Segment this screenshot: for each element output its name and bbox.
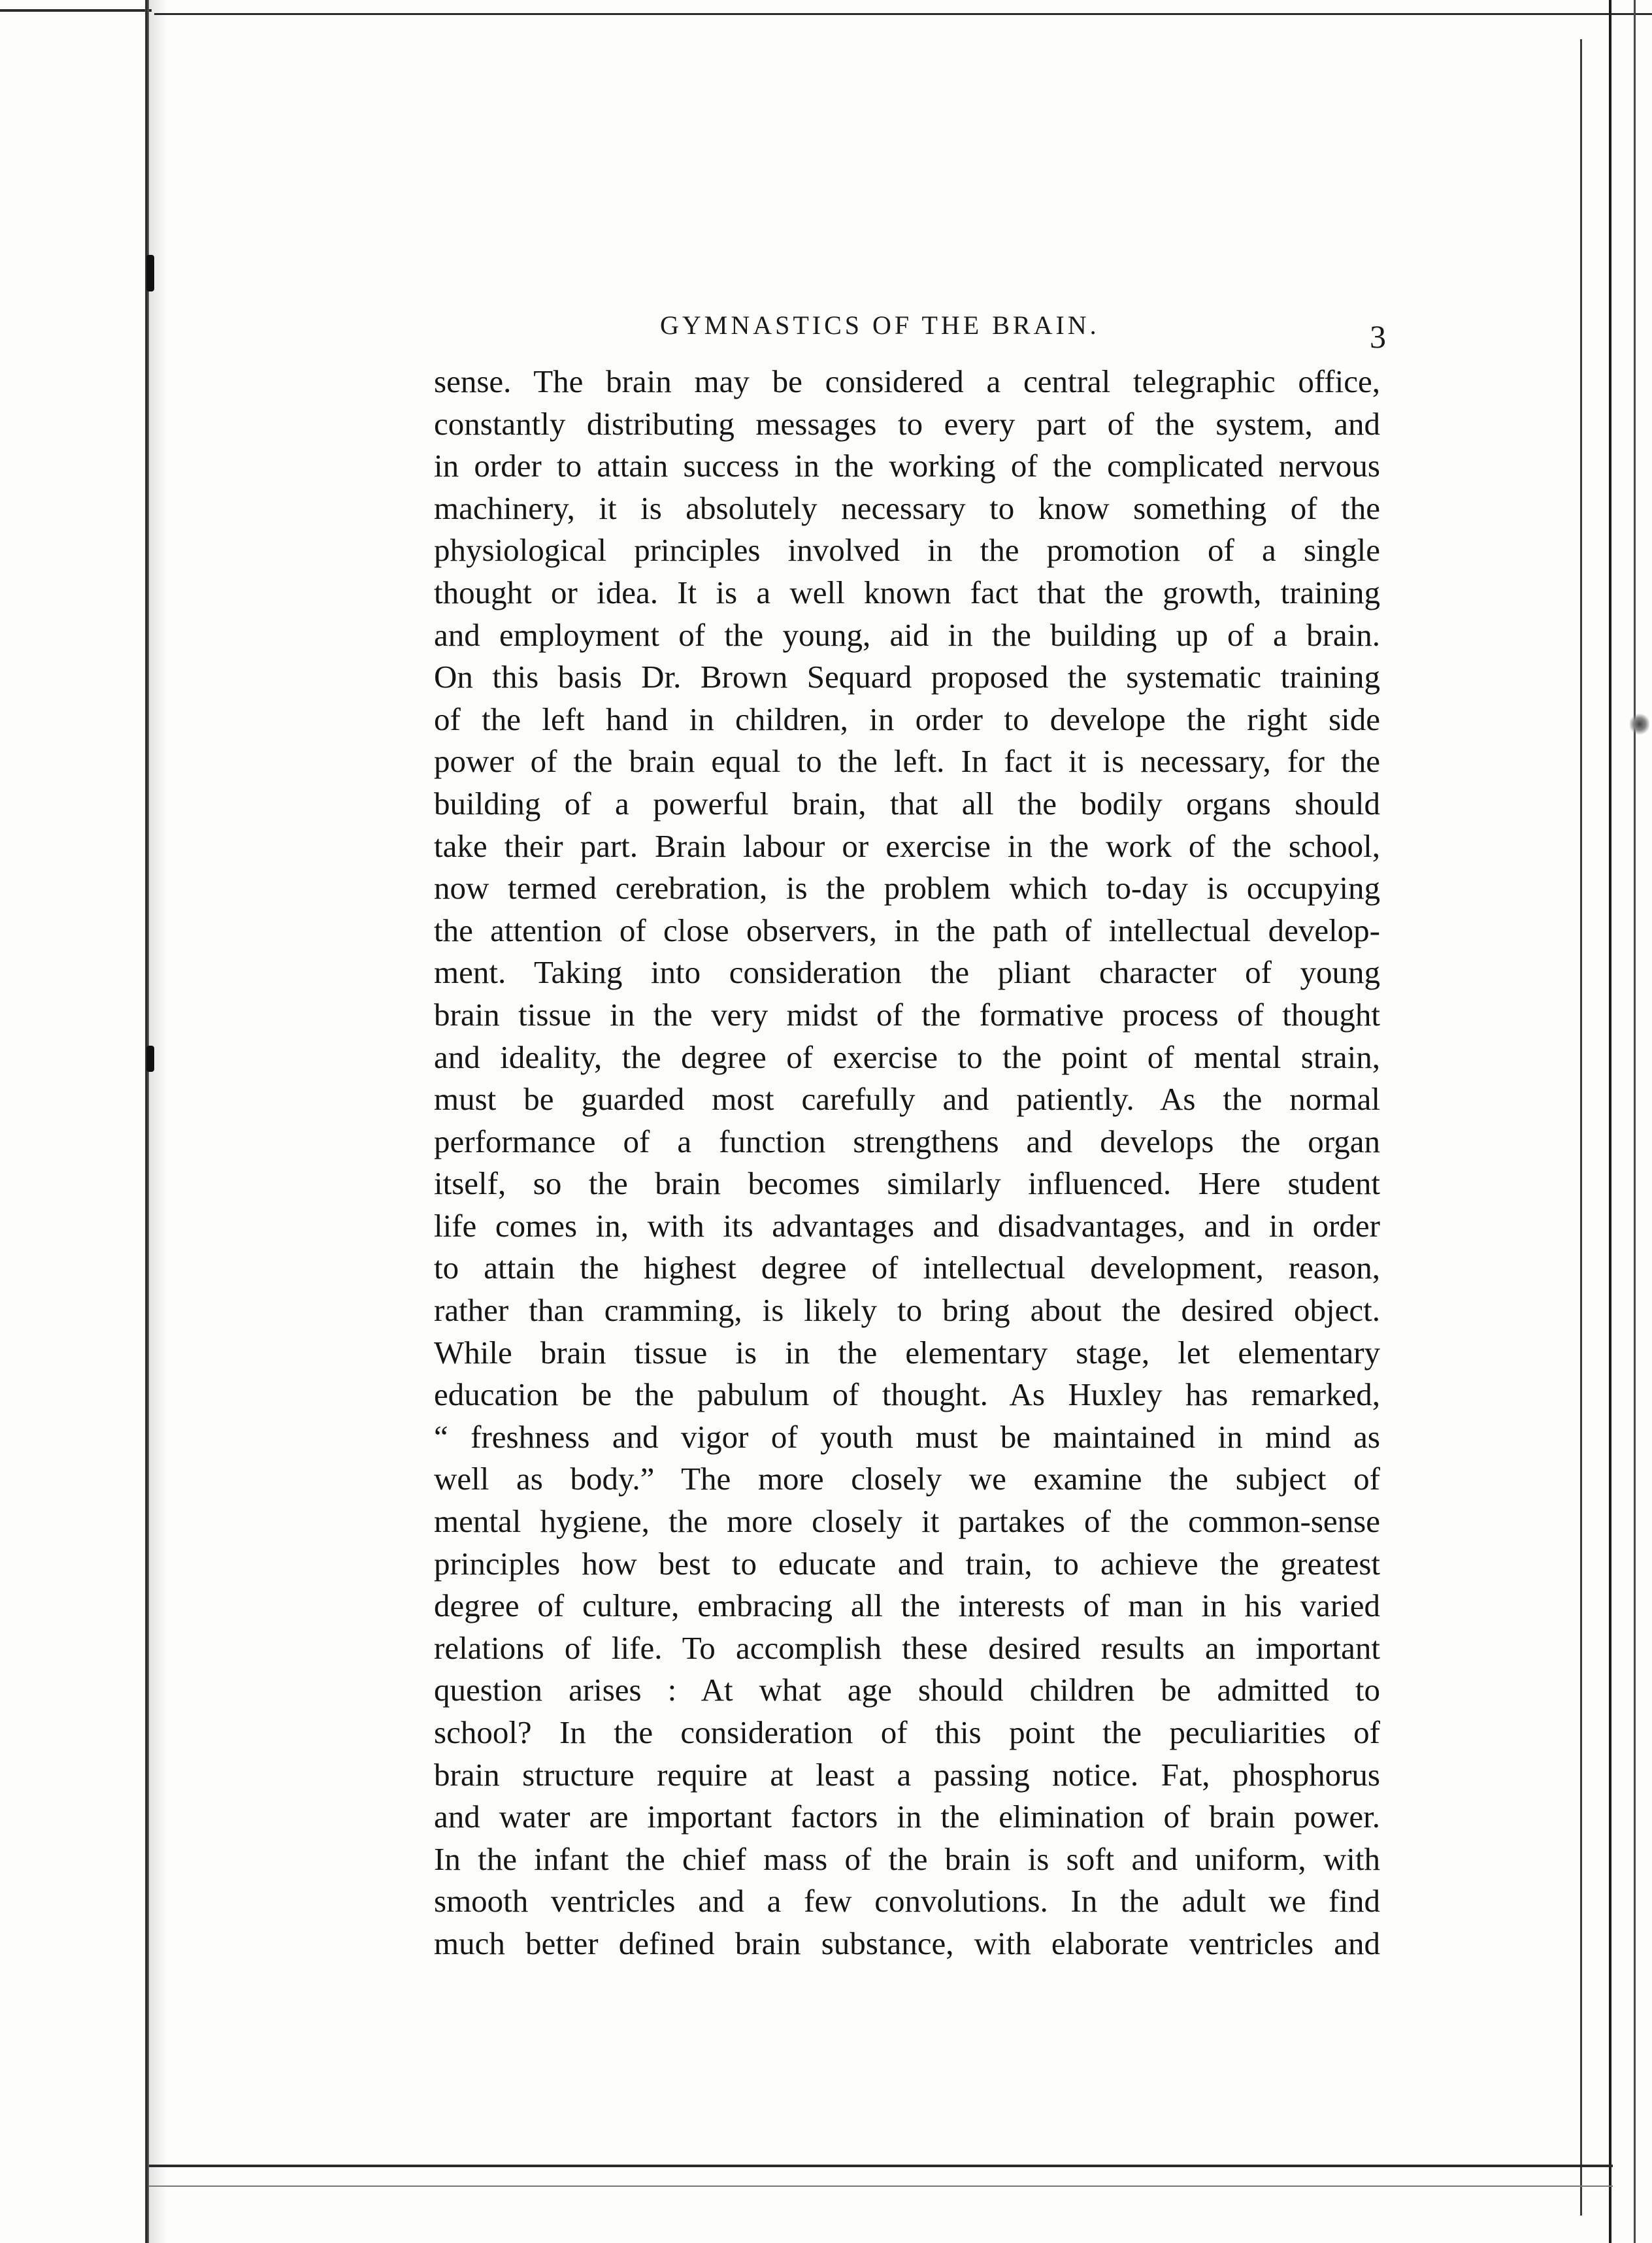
page-number: 3	[1370, 318, 1386, 355]
text-line: “ freshness and vigor of youth must be maintained in mind as	[434, 1418, 1380, 1455]
text-line: mental hygiene, the more closely it partakes of the common-sense	[434, 1503, 1380, 1540]
text-line: question arises : At what age should children be admitted to	[434, 1672, 1380, 1708]
text-line: life comes in, with its advantages and disadvantages, and in order	[434, 1207, 1380, 1244]
text-line: In the infant the chief mass of the brain is soft and uniform, with	[434, 1840, 1380, 1877]
text-line: performance of a function strengthens and develops the organ	[434, 1123, 1380, 1159]
text-line: and ideality, the degree of exercise to the point of mental strain,	[434, 1038, 1380, 1075]
body-text	[434, 361, 1380, 1965]
right-page-edge	[1580, 39, 1582, 2216]
text-line: ment. Taking into consideration the pliant character of young	[434, 954, 1380, 991]
text-line: thought or idea. It is a well known fact that the growth, training	[434, 574, 1380, 610]
text-line: take their part. Brain labour or exercise in the work of the school,	[434, 827, 1380, 864]
text-line: On this basis Dr. Brown Sequard proposed the systematic training	[434, 659, 1380, 695]
text-line: While brain tissue is in the elementary stage, let elementary	[434, 1334, 1380, 1371]
gutter-mark	[146, 1046, 154, 1072]
text-line: of the left hand in children, in order to develope the right side	[434, 701, 1380, 737]
text-line: well as body.” The more closely we examine the subject of	[434, 1461, 1380, 1497]
text-line: much better defined brain substance, with elaborate ventricles and	[434, 1925, 1380, 1961]
text-line: must be guarded most carefully and patiently. As the normal	[434, 1081, 1380, 1118]
right-page-edge	[1634, 0, 1636, 2243]
text-line: brain tissue in the very midst of the formative process of thought	[434, 996, 1380, 1033]
text-line: constantly distributing messages to every part of the system, and	[434, 405, 1380, 442]
gutter-shadow	[149, 0, 167, 2243]
top-edge-left	[0, 9, 152, 12]
bottom-edge-rule	[149, 2165, 1613, 2167]
text-line: machinery, it is absolutely necessary to know something of the	[434, 490, 1380, 526]
text-line: sense. The brain may be considered a central telegraphic office,	[434, 363, 1380, 399]
text-line: and water are important factors in the elimination of brain power.	[434, 1799, 1380, 1835]
text-line: brain structure require at least a passing notice. Fat, phosphorus	[434, 1756, 1380, 1793]
text-line: and employment of the young, aid in the building up of a brain.	[434, 616, 1380, 653]
top-edge-rule	[154, 13, 1652, 15]
text-line: physiological principles involved in the promotion of a single	[434, 532, 1380, 569]
text-line: power of the brain equal to the left. In fact it is necessary, for the	[434, 743, 1380, 780]
text-line: principles how best to educate and train, to achieve the greatest	[434, 1545, 1380, 1582]
text-line: education be the pabulum of thought. As Huxley has remarked,	[434, 1376, 1380, 1413]
text-line: school? In the consideration of this point the peculiarities of	[434, 1714, 1380, 1750]
text-line: now termed cerebration, is the problem which to-day is occupying	[434, 870, 1380, 906]
text-line: building of a powerful brain, that all the bodily organs should	[434, 785, 1380, 822]
text-line: itself, so the brain becomes similarly influenced. Here student	[434, 1165, 1380, 1202]
gutter-mark	[146, 255, 154, 291]
text-line: rather than cramming, is likely to bring about the desired object.	[434, 1292, 1380, 1329]
text-line: smooth ventricles and a few convolutions. In the adult we find	[434, 1883, 1380, 1919]
text-line: relations of life. To accomplish these desired results an important	[434, 1629, 1380, 1666]
text-line: degree of culture, embracing all the interests of man in his varied	[434, 1587, 1380, 1624]
right-page-edge	[1609, 0, 1611, 2243]
text-line: in order to attain success in the working of the complicated nervous	[434, 448, 1380, 484]
bottom-edge-rule	[149, 2185, 1613, 2187]
text-line: the attention of close observers, in the path of intellectual develop-	[434, 912, 1380, 948]
running-head: GYMNASTICS OF THE BRAIN.	[660, 310, 1100, 340]
scan-fleck	[1630, 712, 1649, 736]
text-line: to attain the highest degree of intellectual development, reason,	[434, 1250, 1380, 1286]
